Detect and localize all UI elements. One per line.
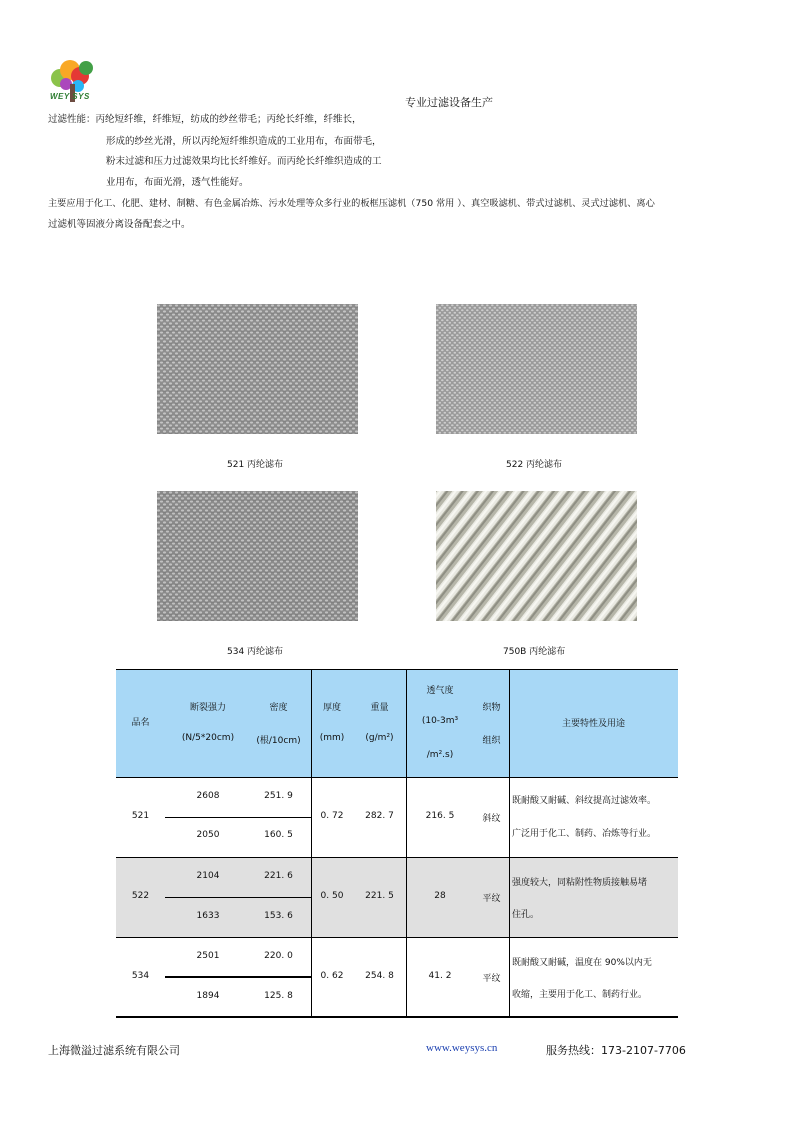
header-weave: 织物 xyxy=(482,703,501,713)
cell-strength: 2608 xyxy=(196,791,220,801)
logo-wordmark: WEY SYS xyxy=(50,92,90,101)
fabric-caption-522: 522 丙纶滤布 xyxy=(506,460,563,470)
header-strength: 断裂强力 xyxy=(189,703,226,713)
cell-weave: 斜纹 xyxy=(482,814,501,824)
header-thickness-unit: (mm) xyxy=(319,733,345,743)
fabric-photo-534 xyxy=(157,491,358,621)
cell-weave: 平纹 xyxy=(482,894,501,904)
footer-website-link[interactable]: www.weysys.cn xyxy=(426,1042,498,1054)
fabric-caption-534: 534 丙纶滤布 xyxy=(227,647,284,657)
fabric-photo-521 xyxy=(157,304,358,434)
fabric-caption-750b: 750B 丙纶滤布 xyxy=(503,647,566,657)
cell-usage: 广泛用于化工、制药、冶炼等行业。 xyxy=(512,829,657,839)
footer-hotline: 服务热线：173-2107-7706 xyxy=(546,1044,686,1057)
cell-name: 522 xyxy=(131,891,150,901)
page-subtitle: 专业过滤设备生产 xyxy=(405,96,493,109)
cell-weave: 平纹 xyxy=(482,974,501,984)
cell-usage: 强度较大，同粘附性物质接触易堵 xyxy=(512,878,648,888)
cell-density: 160. 5 xyxy=(264,830,293,840)
cell-usage: 既耐酸又耐碱、斜纹提高过滤效率。 xyxy=(512,796,657,806)
cell-density: 221. 6 xyxy=(264,871,293,881)
cell-strength: 2104 xyxy=(196,871,220,881)
header-density-unit: (根/10cm) xyxy=(256,736,301,746)
footer-company: 上海微溢过滤系统有限公司 xyxy=(48,1044,180,1057)
cell-air: 28 xyxy=(434,891,446,901)
intro-line: 过滤机等固液分离设备配套之中。 xyxy=(48,219,191,230)
cell-strength: 1894 xyxy=(196,991,220,1001)
header-weight-unit: (g/m²) xyxy=(365,733,394,743)
header-weight: 重量 xyxy=(370,703,389,713)
cell-air: 216. 5 xyxy=(425,811,455,821)
intro-line: 形成的纱丝光滑，所以丙纶短纤维织造成的工业用布，布面带毛， xyxy=(106,136,382,147)
cell-air: 41. 2 xyxy=(428,971,452,981)
cell-strength: 2050 xyxy=(196,830,220,840)
header-air: 透气度 xyxy=(426,686,454,696)
cell-usage: 既耐酸又耐碱，温度在 90%以内无 xyxy=(512,958,652,968)
fabric-photo-522 xyxy=(436,304,637,434)
header-density: 密度 xyxy=(269,703,288,713)
cell-strength: 2501 xyxy=(196,951,220,961)
cell-name: 521 xyxy=(131,811,150,821)
header-strength-unit: (N/5*20cm) xyxy=(181,733,235,743)
spec-table xyxy=(116,669,678,1018)
cell-weight: 254. 8 xyxy=(365,971,394,981)
header-usage: 主要特性及用途 xyxy=(561,719,625,729)
cell-density: 125. 8 xyxy=(264,991,293,1001)
header-weave-2: 组织 xyxy=(482,736,501,746)
cell-density: 251. 9 xyxy=(264,791,293,801)
cell-density: 153. 6 xyxy=(264,911,293,921)
intro-line: 业用布，布面光滑，透气性能好。 xyxy=(106,177,249,188)
cell-thickness: 0. 50 xyxy=(320,891,344,901)
cell-thickness: 0. 72 xyxy=(320,811,344,821)
intro-line: 粉末过滤和压力过滤效果均比长纤维好。而丙纶长纤维织造成的工 xyxy=(106,156,382,167)
header-thickness: 厚度 xyxy=(322,703,341,713)
intro-line: 过滤性能：丙纶短纤维，纤维短，纺成的纱丝带毛；丙纶长纤维，纤维长， xyxy=(48,114,362,125)
cell-density: 220. 0 xyxy=(264,951,293,961)
intro-line: 主要应用于化工、化肥、建材、制糖、有色金属冶炼、污水处理等众多行业的板框压滤机（750 常用 ）、真空吸滤机、带式过滤机、灵式过滤机、离心 xyxy=(48,198,655,209)
cell-thickness: 0. 62 xyxy=(320,971,344,981)
header-name: 品名 xyxy=(131,718,150,728)
cell-strength: 1633 xyxy=(196,911,220,921)
cell-name: 534 xyxy=(131,971,150,981)
cell-usage: 收缩，主要用于化工、制药行业。 xyxy=(512,990,648,1000)
fabric-photo-750b xyxy=(436,491,637,621)
cell-weight: 282. 7 xyxy=(365,811,394,821)
header-air-unit-2: /m².s) xyxy=(426,750,454,760)
cell-usage: 住孔。 xyxy=(512,910,540,920)
header-air-unit-1: (10-3m³ xyxy=(421,716,459,726)
cell-weight: 221. 5 xyxy=(365,891,394,901)
fabric-caption-521: 521 丙纶滤布 xyxy=(227,460,284,470)
